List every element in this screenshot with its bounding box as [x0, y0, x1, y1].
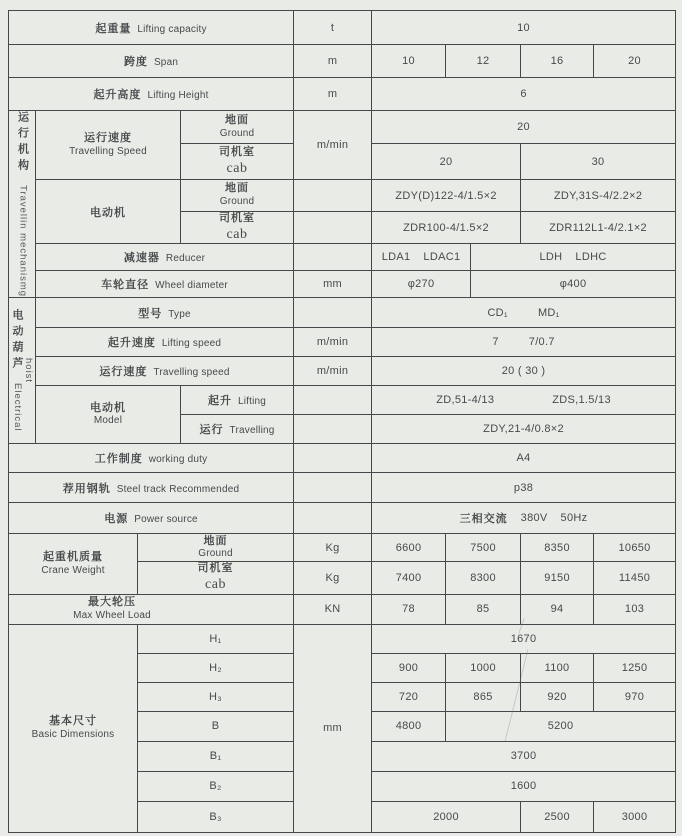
- dim-h3-2: 865: [446, 682, 521, 711]
- wheel-diameter-unit: mm: [294, 271, 372, 298]
- dim-h3-1: 720: [372, 682, 446, 711]
- travel-motor-cab-sublabel: [181, 212, 294, 244]
- row-travel-motor-ground: [9, 180, 676, 212]
- ground-sublabel-en: Ground: [198, 548, 233, 560]
- max-wheel-load-label: [9, 594, 294, 624]
- max-wheel-load-3: 94: [521, 594, 594, 624]
- lifting-capacity-label-en: Lifting capacity: [137, 23, 207, 35]
- travel-motor-ground-left: ZDY(D)122-4/1.5×2: [372, 180, 521, 212]
- reducer-ldhc: LDHC: [575, 251, 607, 264]
- crane-weight-ground-unit: Kg: [294, 534, 372, 562]
- hoist-travel-speed-label: [36, 357, 294, 386]
- hoist-motor-travelling-sublabel: [181, 415, 294, 444]
- hoist-lifting-speed-unit: m/min: [294, 328, 372, 357]
- crane-weight-cab-3: 9150: [521, 562, 594, 594]
- hoist-travel-speed-value: 20 ( 30 ): [372, 357, 676, 386]
- row-max-wheel-load: [9, 594, 676, 624]
- row-hoist-motor-lifting: [9, 386, 676, 415]
- lifting-capacity-value: 10: [372, 11, 676, 45]
- hoist-motor-travelling-value: ZDY,21-4/0.8×2: [372, 415, 676, 444]
- reducer-ldh: LDH: [539, 251, 563, 264]
- row-reducer: [9, 244, 676, 271]
- section-travelling-zh: 运行机构: [16, 111, 29, 176]
- row-dim-h1: [9, 624, 676, 653]
- lifting-sublabel-zh: 起升: [207, 395, 232, 408]
- basic-dimensions-label: [9, 624, 138, 832]
- dim-h2-2: 1000: [446, 653, 521, 682]
- ground-sublabel-en: Ground: [219, 127, 255, 139]
- hoist-type-label-zh: 型号: [138, 307, 163, 320]
- dim-b3-sublabel: B₃: [138, 801, 294, 832]
- dim-b3-mid: 2500: [521, 801, 594, 832]
- row-steel-track: [9, 473, 676, 503]
- cab-sublabel-zh: 司机室: [197, 562, 234, 575]
- dim-b2-value: 1600: [372, 771, 676, 801]
- travel-speed-label-en: Travelling Speed: [69, 145, 147, 157]
- ground-sublabel-zh: 地面: [225, 113, 250, 126]
- dim-b-left: 4800: [372, 711, 446, 741]
- span-label: [9, 45, 294, 78]
- dim-h2-1: 900: [372, 653, 446, 682]
- hoist-lifting-speed-label-zh: 起升速度: [107, 337, 156, 350]
- cab-sublabel-en: cab: [205, 577, 226, 592]
- max-wheel-load-1: 78: [372, 594, 446, 624]
- crane-weight-ground-sublabel: [138, 534, 294, 562]
- row-hoist-type: [9, 298, 676, 328]
- reducer-label: [36, 244, 294, 271]
- ground-sublabel-en: Ground: [219, 196, 255, 208]
- hoist-lifting-speed-a: 7: [492, 336, 499, 349]
- crane-weight-label-zh: 起重机质量: [43, 550, 103, 563]
- crane-weight-label-en: Crane Weight: [41, 564, 105, 576]
- hoist-motor-lifting-unit-empty: [294, 386, 372, 415]
- hoist-travel-speed-unit: m/min: [294, 357, 372, 386]
- cab-sublabel-en: cab: [226, 160, 248, 176]
- lifting-height-label-zh: 起升高度: [93, 89, 142, 101]
- wheel-diameter-label-zh: 车轮直径: [101, 279, 150, 292]
- max-wheel-load-label-zh: 最大轮压: [88, 595, 137, 608]
- power-frequency: 50Hz: [560, 512, 588, 525]
- travel-motor-ground-unit-empty: [294, 180, 372, 212]
- hoist-type-value: [372, 298, 676, 328]
- lifting-capacity-unit: t: [294, 11, 372, 45]
- travel-speed-cab-value-left: 20: [372, 144, 521, 180]
- row-working-duty: [9, 444, 676, 473]
- row-hoist-lifting-speed: [9, 328, 676, 357]
- dim-h1-sublabel: H₁: [138, 624, 294, 653]
- travel-speed-cab-sublabel: [181, 144, 294, 180]
- hoist-lifting-speed-b: 7/0.7: [528, 336, 555, 349]
- reducer-value-right: [471, 244, 676, 271]
- hoist-type-label-en: Type: [168, 308, 191, 320]
- max-wheel-load-unit: KN: [294, 594, 372, 624]
- hoist-lifting-speed-label-en: Lifting speed: [161, 338, 222, 350]
- power-source-label-zh: 电源: [104, 513, 129, 526]
- basic-dimensions-label-en: Basic Dimensions: [31, 728, 115, 740]
- wheel-diameter-label: [36, 271, 294, 298]
- lifting-capacity-label-zh: 起重量: [95, 22, 132, 35]
- cab-sublabel-zh: 司机室: [219, 212, 256, 224]
- ground-sublabel-zh: 地面: [203, 534, 228, 547]
- crane-weight-cab-4: 11450: [594, 562, 676, 594]
- hoist-lifting-speed-label: [36, 328, 294, 357]
- travel-motor-label-zh: 电动机: [90, 206, 126, 219]
- crane-weight-cab-sublabel: [138, 562, 294, 594]
- working-duty-value: A4: [372, 444, 676, 473]
- power-voltage: 380V: [520, 512, 548, 525]
- lifting-height-label-en: Lifting Height: [147, 90, 209, 101]
- span-label-en: Span: [153, 57, 179, 68]
- working-duty-unit-empty: [294, 444, 372, 473]
- section-travelling-mechanism: [9, 111, 36, 298]
- steel-track-label-zh: 荐用钢轨: [62, 482, 111, 495]
- dim-b1-sublabel: B₁: [138, 741, 294, 771]
- row-lifting-height: [9, 78, 676, 111]
- hoist-type-unit-empty: [294, 298, 372, 328]
- spec-sheet-page: [8, 10, 676, 833]
- max-wheel-load-label-en: Max Wheel Load: [73, 609, 151, 621]
- crane-weight-ground-4: 10650: [594, 534, 676, 562]
- basic-dimensions-label-zh: 基本尺寸: [49, 714, 97, 727]
- reducer-value-left: [372, 244, 471, 271]
- row-hoist-travel-speed: [9, 357, 676, 386]
- hoist-motor-lifting-value: [372, 386, 676, 415]
- dim-b-sublabel: B: [138, 711, 294, 741]
- hoist-type-label: [36, 298, 294, 328]
- hoist-motor-lifting-a: ZD,51-4/13: [436, 394, 495, 407]
- section-electrical-hoist: [9, 298, 36, 444]
- power-source-label: [9, 503, 294, 534]
- span-value-4: 20: [594, 45, 676, 78]
- dim-h2-3: 1100: [521, 653, 594, 682]
- power-source-label-en: Power source: [134, 514, 198, 526]
- row-travel-speed-ground: [9, 111, 676, 144]
- hoist-motor-lifting-sublabel: [181, 386, 294, 415]
- power-source-value: [372, 503, 676, 534]
- travelling-sublabel-en: Travelling: [229, 425, 275, 437]
- crane-weight-cab-2: 8300: [446, 562, 521, 594]
- section-travelling-en: Travellin mechanismg: [17, 185, 29, 298]
- row-wheel-diameter: [9, 271, 676, 298]
- hoist-motor-label-en: Model: [93, 415, 123, 427]
- travel-speed-label: [36, 111, 181, 180]
- working-duty-label-en: working duty: [148, 454, 208, 466]
- lifting-height-value: 6: [372, 78, 676, 111]
- ground-sublabel-zh: 地面: [225, 182, 250, 195]
- basic-dimensions-unit: mm: [294, 624, 372, 832]
- travel-speed-ground-value: 20: [372, 111, 676, 144]
- reducer-unit-empty: [294, 244, 372, 271]
- row-lifting-capacity: [9, 11, 676, 45]
- reducer-label-en: Reducer: [165, 253, 206, 265]
- travel-motor-cab-right: ZDR112L1-4/2.1×2: [521, 212, 676, 244]
- dim-b3-left: 2000: [372, 801, 521, 832]
- steel-track-unit-empty: [294, 473, 372, 503]
- wheel-diameter-left: φ270: [372, 271, 471, 298]
- lifting-sublabel-en: Lifting: [237, 396, 267, 408]
- crane-weight-cab-unit: Kg: [294, 562, 372, 594]
- dim-b-right: 5200: [446, 711, 676, 741]
- travel-motor-cab-left: ZDR100-4/1.5×2: [372, 212, 521, 244]
- span-value-3: 16: [521, 45, 594, 78]
- section-hoist-zh: 电动葫芦: [11, 309, 23, 374]
- crane-weight-label: [9, 534, 138, 594]
- crane-specification-table: [8, 10, 676, 833]
- hoist-motor-label: [36, 386, 181, 444]
- section-hoist-en: Electrical hoist: [12, 358, 34, 433]
- row-crane-weight-ground: [9, 534, 676, 562]
- crane-weight-cab-1: 7400: [372, 562, 446, 594]
- steel-track-label: [9, 473, 294, 503]
- steel-track-value: p38: [372, 473, 676, 503]
- max-wheel-load-2: 85: [446, 594, 521, 624]
- dim-h3-sublabel: H₃: [138, 682, 294, 711]
- dim-b3-right: 3000: [594, 801, 676, 832]
- row-power-source: [9, 503, 676, 534]
- travel-speed-unit: m/min: [294, 111, 372, 180]
- travel-speed-label-zh: 运行速度: [84, 131, 132, 144]
- steel-track-label-en: Steel track Recommended: [116, 483, 240, 495]
- hoist-travel-speed-label-en: Travelling speed: [153, 367, 230, 379]
- hoist-motor-lifting-b: ZDS,1.5/13: [552, 394, 611, 407]
- dim-b1-value: 3700: [372, 741, 676, 771]
- hoist-motor-label-zh: 电动机: [90, 401, 126, 414]
- travel-speed-ground-sublabel: [181, 111, 294, 144]
- travel-motor-ground-right: ZDY,31S-4/2.2×2: [521, 180, 676, 212]
- dim-h2-sublabel: H₂: [138, 653, 294, 682]
- working-duty-label: [9, 444, 294, 473]
- travelling-sublabel-zh: 运行: [199, 424, 224, 437]
- travel-motor-cab-unit-empty: [294, 212, 372, 244]
- span-unit: m: [294, 45, 372, 78]
- travel-motor-label: [36, 180, 181, 244]
- cab-sublabel-en: cab: [226, 226, 248, 242]
- lifting-height-unit: m: [294, 78, 372, 111]
- travel-motor-ground-sublabel: [181, 180, 294, 212]
- span-label-zh: 跨度: [123, 56, 148, 68]
- travel-speed-cab-value-right: 30: [521, 144, 676, 180]
- crane-weight-ground-3: 8350: [521, 534, 594, 562]
- hoist-type-md1: MD₁: [537, 306, 560, 319]
- lifting-height-label: [9, 78, 294, 111]
- reducer-label-zh: 减速器: [123, 252, 160, 265]
- working-duty-label-zh: 工作制度: [94, 453, 143, 466]
- dim-h3-3: 920: [521, 682, 594, 711]
- hoist-lifting-speed-value: [372, 328, 676, 357]
- span-value-2: 12: [446, 45, 521, 78]
- crane-weight-ground-1: 6600: [372, 534, 446, 562]
- dim-h2-4: 1250: [594, 653, 676, 682]
- reducer-ldac1: LDAC1: [423, 251, 461, 264]
- lifting-capacity-label: [9, 11, 294, 45]
- hoist-motor-travelling-unit-empty: [294, 415, 372, 444]
- hoist-travel-speed-label-zh: 运行速度: [99, 366, 148, 379]
- cab-sublabel-zh: 司机室: [219, 145, 256, 158]
- wheel-diameter-label-en: Wheel diameter: [155, 280, 228, 292]
- hoist-type-cd1: CD₁: [487, 306, 508, 319]
- dim-h1-value: 1670: [372, 624, 676, 653]
- max-wheel-load-4: 103: [594, 594, 676, 624]
- dim-h3-4: 970: [594, 682, 676, 711]
- span-value-1: 10: [372, 45, 446, 78]
- dim-b2-sublabel: B₂: [138, 771, 294, 801]
- power-ac-type: 三相交流: [459, 513, 508, 526]
- crane-weight-ground-2: 7500: [446, 534, 521, 562]
- wheel-diameter-right: φ400: [471, 271, 676, 298]
- reducer-lda1: LDA1: [381, 251, 411, 264]
- row-span: [9, 45, 676, 78]
- power-source-unit-empty: [294, 503, 372, 534]
